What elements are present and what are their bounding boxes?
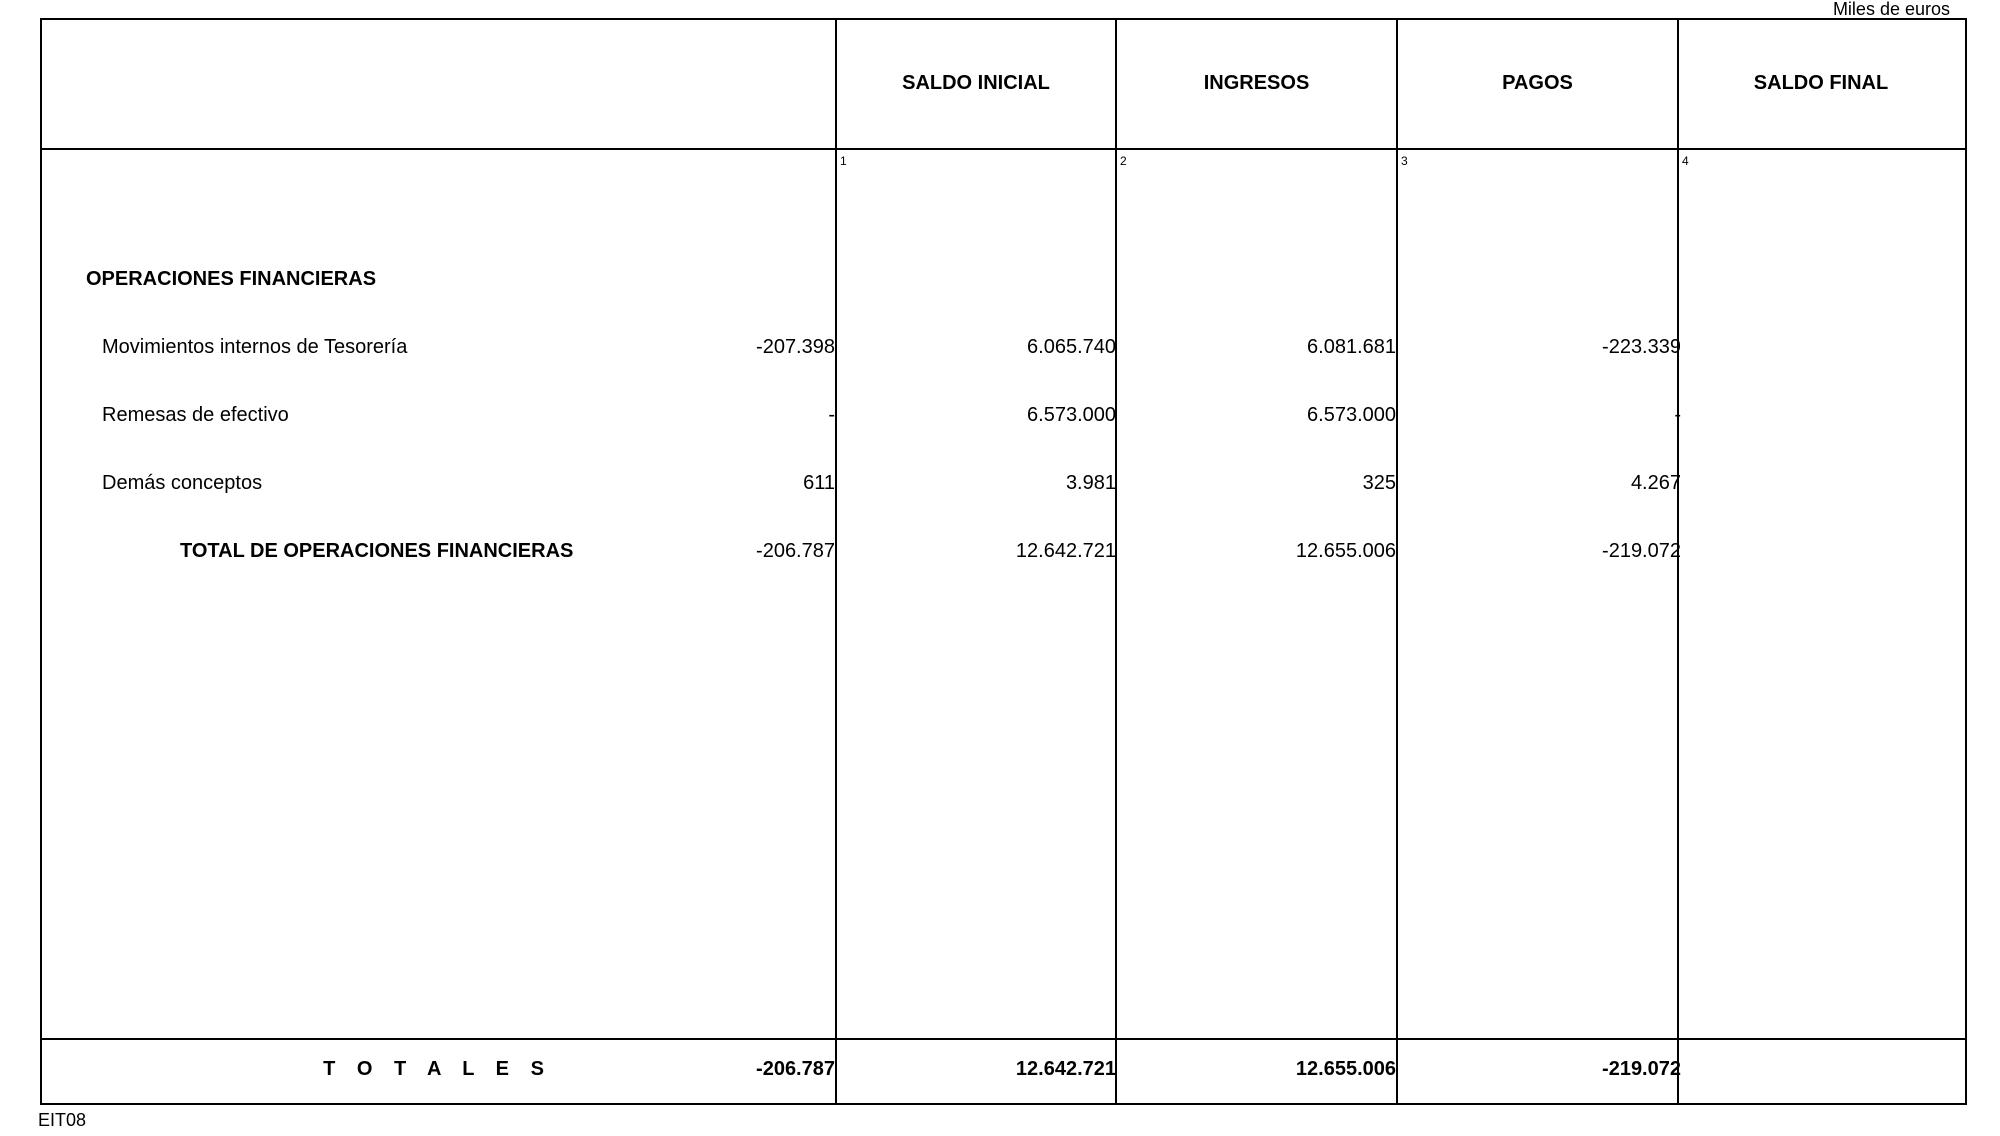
header-saldo-inicial: SALDO INICIAL (902, 71, 1050, 94)
column-divider (1396, 18, 1398, 1103)
section-total-pagos: 12.655.006 (1295, 540, 1396, 562)
header-ingresos: INGRESOS (1203, 71, 1310, 94)
row-value-saldo-inicial: -207.398 (756, 336, 835, 358)
column-number-2: 2 (1120, 154, 1127, 168)
row-value-ingresos: 6.573.000 (1027, 404, 1116, 426)
row-label: Movimientos internos de Tesorería (102, 336, 408, 358)
treasury-table (40, 18, 1965, 1103)
row-value-pagos: 6.081.681 (1307, 336, 1396, 358)
row-value-pagos: 325 (1362, 472, 1396, 494)
row-value-ingresos: 6.065.740 (1027, 336, 1116, 358)
units-label: Miles de euros (1832, 0, 1950, 19)
totales-pagos: 12.655.006 (1295, 1058, 1396, 1080)
row-label: Demás conceptos (102, 472, 263, 494)
form-code: EIT08 (38, 1110, 87, 1130)
header-saldo-final: SALDO FINAL (1753, 71, 1889, 94)
row-label: Remesas de efectivo (102, 404, 289, 426)
section-title: OPERACIONES FINANCIERAS (86, 268, 377, 290)
column-number-4: 4 (1682, 154, 1689, 168)
totales-ingresos: 12.642.721 (1015, 1058, 1116, 1080)
row-value-saldo-final: - (1674, 404, 1681, 426)
row-value-pagos: 6.573.000 (1307, 404, 1396, 426)
totales-label: T O T A L E S (323, 1058, 552, 1080)
column-number-3: 3 (1401, 154, 1408, 168)
header-pagos: PAGOS (1502, 71, 1573, 94)
row-value-saldo-final: -223.339 (1602, 336, 1681, 358)
section-total-saldo-inicial: -206.787 (756, 540, 835, 562)
row-value-saldo-inicial: - (828, 404, 835, 426)
column-number-1: 1 (840, 154, 847, 168)
row-value-saldo-final: 4.267 (1630, 472, 1681, 494)
totales-saldo-final: -219.072 (1602, 1058, 1681, 1080)
header-divider (40, 148, 1965, 150)
totales-saldo-inicial: -206.787 (756, 1058, 835, 1080)
section-total-label: TOTAL DE OPERACIONES FINANCIERAS (180, 540, 574, 562)
row-value-ingresos: 3.981 (1065, 472, 1116, 494)
totals-divider (40, 1038, 1965, 1040)
section-total-ingresos: 12.642.721 (1015, 540, 1116, 562)
section-total-saldo-final: -219.072 (1602, 540, 1681, 562)
column-divider (835, 18, 837, 1103)
row-value-saldo-inicial: 611 (803, 472, 835, 494)
